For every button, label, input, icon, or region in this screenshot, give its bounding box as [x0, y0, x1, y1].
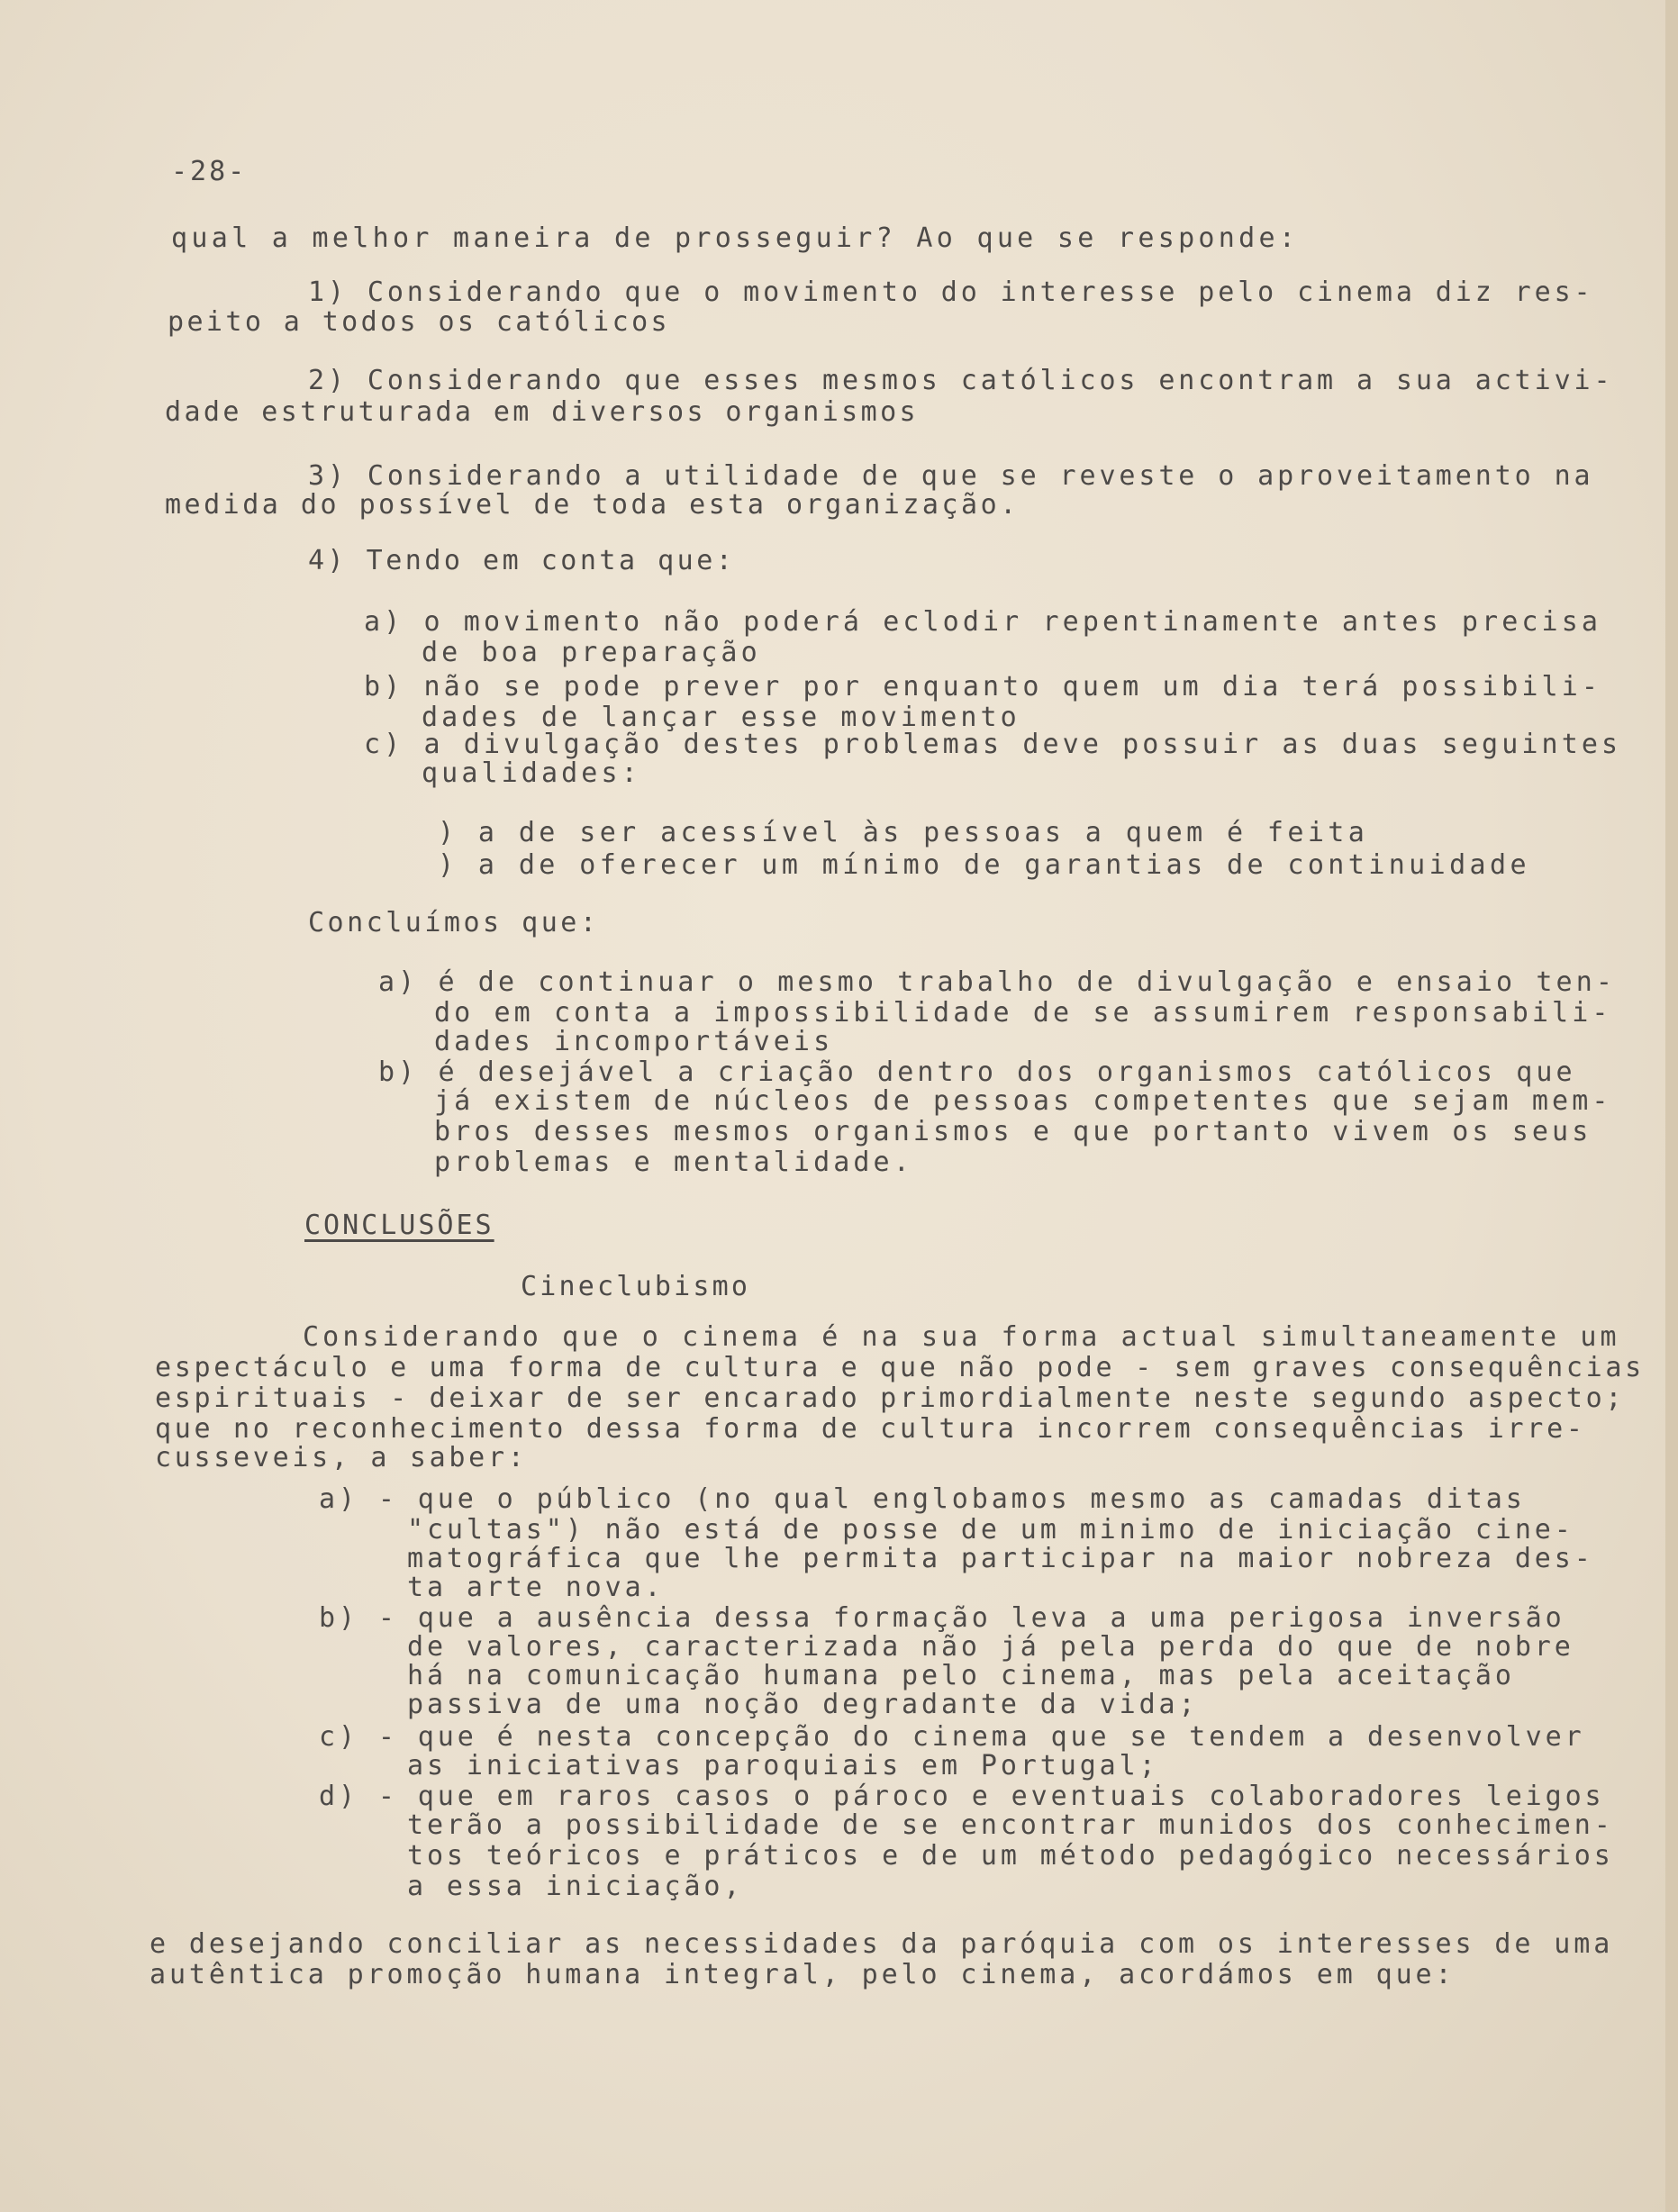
point-b-line-2: dades de lançar esse movimento — [422, 702, 1020, 733]
conclusions-d-line-1: d) - que em raros casos o pároco e eventuais colaboradores leigos — [319, 1781, 1605, 1812]
conclusions-a-line-3: matográfica que lhe permita participar na maior nobreza des- — [407, 1543, 1594, 1574]
point-a-line-1: a) o movimento não poderá eclodir repentinamente antes precisa — [364, 606, 1602, 638]
conclusions-b-line-4: passiva de uma noção degradante da vida; — [407, 1689, 1199, 1720]
conclusions-c-line-2: as iniciativas paroquiais em Portugal; — [407, 1750, 1159, 1781]
quality-1: ) a de ser acessível às pessoas a quem é feita — [438, 817, 1369, 848]
concluded-a-line-3: dades incomportáveis — [434, 1026, 834, 1057]
conclusions-a-line-2: "cultas") não está de posse de um minimo de iniciação cine- — [407, 1514, 1574, 1546]
consideration-3-line-2: medida do possível de toda esta organização. — [165, 489, 1020, 521]
concluded-b-line-4: problemas e mentalidade. — [434, 1147, 913, 1178]
concluded-b-line-1: b) é desejável a criação dentro dos organismos católicos que — [378, 1056, 1576, 1088]
conclusions-paragraph-line-3: espirituais - deixar de ser encarado primordialmente neste segundo aspecto; — [155, 1382, 1626, 1414]
conclusions-subheading: Cineclubismo — [521, 1271, 751, 1302]
conclusions-paragraph-line-2: espectáculo e uma forma de cultura e que não pode - sem graves consequências — [155, 1352, 1645, 1383]
consideration-4: 4) Tendo em conta que: — [308, 545, 736, 576]
conclusions-heading: CONCLUSÕES — [304, 1210, 494, 1241]
consideration-1-line-1: 1) Considerando que o movimento do interesse pelo cinema diz res- — [308, 276, 1594, 308]
closing-line-1: e desejando conciliar as necessidades da paróquia com os interesses de uma — [150, 1928, 1614, 1960]
conclusions-a-line-1: a) - que o público (no qual englobamos mesmo as camadas ditas — [319, 1483, 1526, 1515]
conclusions-d-line-4: a essa iniciação, — [407, 1871, 744, 1902]
concluded-b-line-3: bros desses mesmos organismos e que portanto vivem os seus — [434, 1116, 1592, 1147]
point-c-line-1: c) a divulgação destes problemas deve possuir as duas seguintes — [364, 729, 1622, 760]
conclusions-c-line-1: c) - que é nesta concepção do cinema que se tendem a desenvolver — [319, 1721, 1585, 1753]
consideration-2-line-2: dade estruturada em diversos organismos — [165, 396, 919, 428]
consideration-3-line-1: 3) Considerando a utilidade de que se reveste o aproveitamento na — [308, 460, 1594, 492]
conclusions-d-line-3: tos teóricos e práticos e de um método pedagógico necessários — [407, 1840, 1614, 1872]
conclusions-a-line-4: ta arte nova. — [407, 1572, 665, 1603]
conclusions-paragraph-line-1: Considerando que o cinema é na sua forma actual simultaneamente um — [303, 1321, 1620, 1353]
quality-2: ) a de oferecer um mínimo de garantias de continuidade — [438, 849, 1530, 881]
conclusions-b-line-2: de valores, caracterizada não já pela perda do que de nobre — [407, 1631, 1574, 1663]
intro-question: qual a melhor maneira de prosseguir? Ao que se responde: — [171, 222, 1300, 254]
point-c-line-2: qualidades: — [422, 757, 641, 789]
conclusions-b-line-3: há na comunicação humana pelo cinema, mas pela aceitação — [407, 1660, 1515, 1691]
concluded-heading: Concluímos que: — [308, 907, 600, 938]
concluded-a-line-1: a) é de continuar o mesmo trabalho de divulgação e ensaio ten- — [378, 966, 1617, 998]
concluded-b-line-2: já existem de núcleos de pessoas competentes que sejam mem- — [434, 1085, 1612, 1117]
consideration-1-line-2: peito a todos os católicos — [168, 306, 670, 338]
point-a-line-2: de boa preparação — [422, 637, 761, 668]
conclusions-paragraph-line-5: cusseveis, a saber: — [155, 1442, 528, 1473]
conclusions-paragraph-line-4: que no reconhecimento dessa forma de cultura incorrem consequências irre- — [155, 1413, 1586, 1445]
conclusions-d-line-2: terão a possibilidade de se encontrar munidos dos conhecimen- — [407, 1809, 1614, 1841]
point-b-line-1: b) não se pode prever por enquanto quem um dia terá possibili- — [364, 671, 1602, 703]
page-number: -28- — [171, 156, 248, 187]
consideration-2-line-1: 2) Considerando que esses mesmos católicos encontram a sua activi- — [308, 365, 1614, 396]
conclusions-b-line-1: b) - que a ausência dessa formação leva a uma perigosa inversão — [319, 1602, 1565, 1634]
concluded-a-line-2: do em conta a impossibilidade de se assumirem responsabili- — [434, 997, 1612, 1029]
closing-line-2: autêntica promoção humana integral, pelo cinema, acordámos em que: — [150, 1959, 1456, 1990]
